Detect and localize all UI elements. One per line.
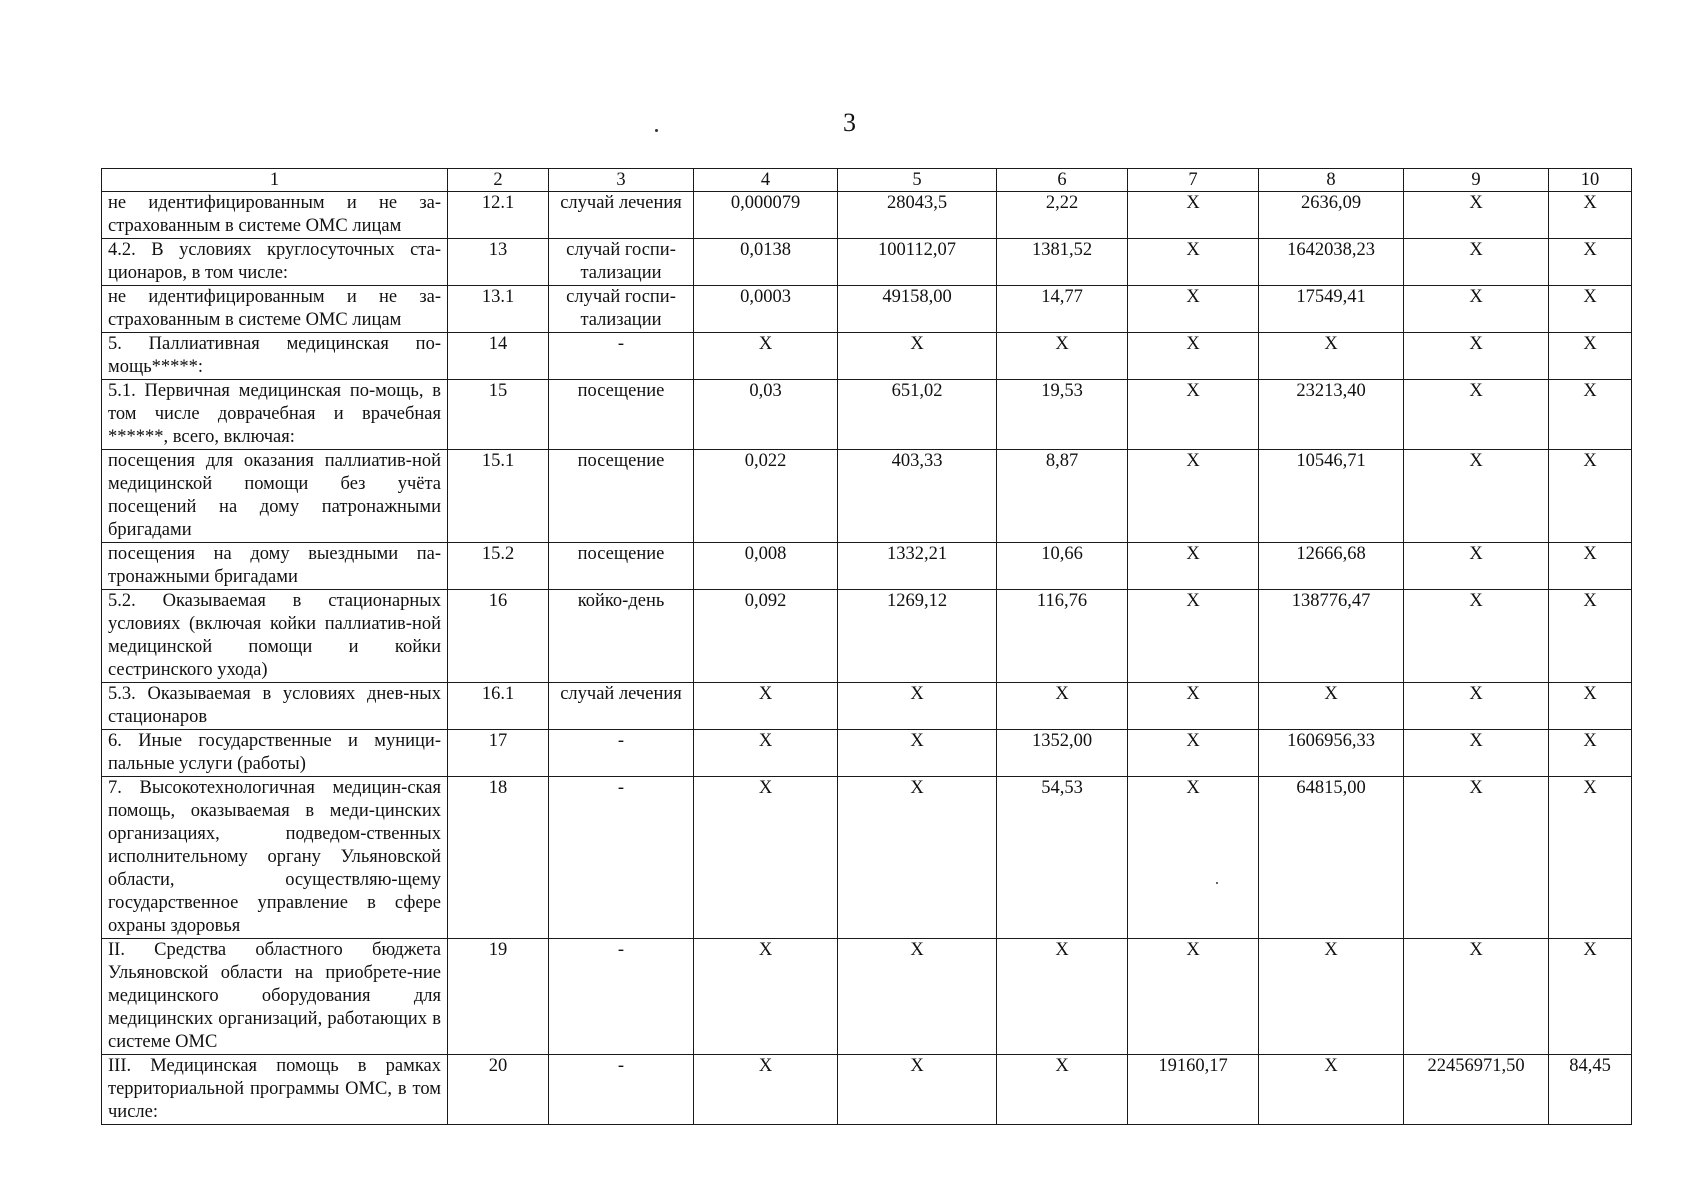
unit: случай госпи-тализации: [549, 286, 694, 333]
table-row: [102, 239, 1632, 286]
unit: -: [549, 333, 694, 380]
col-4-value: Х: [694, 777, 838, 939]
unit: случай госпи-тализации: [549, 239, 694, 286]
row-number: 12.1: [448, 192, 549, 239]
col-10-value: Х: [1549, 450, 1632, 543]
unit: случай лечения: [549, 683, 694, 730]
col-10-value: 84,45: [1549, 1055, 1632, 1125]
col-10-value: Х: [1549, 939, 1632, 1055]
unit: случай лечения: [549, 192, 694, 239]
col-6-value: Х: [997, 333, 1128, 380]
column-header-3: 3: [549, 169, 694, 192]
col-5-value: 651,02: [838, 380, 997, 450]
col-6-value: Х: [997, 1055, 1128, 1125]
col-9-value: Х: [1404, 777, 1549, 939]
col-9-value: Х: [1404, 590, 1549, 683]
row-name: 6. Иные государственные и муници-пальные услуги (работы): [102, 730, 448, 777]
col-7-value: Х: [1128, 450, 1259, 543]
unit: -: [549, 777, 694, 939]
col-4-value: 0,0003: [694, 286, 838, 333]
table-row: [102, 333, 1632, 380]
col-6-value: 10,66: [997, 543, 1128, 590]
col-9-value: Х: [1404, 192, 1549, 239]
col-8-value: 64815,00: [1259, 777, 1404, 939]
col-9-value: Х: [1404, 450, 1549, 543]
col-9-value: Х: [1404, 683, 1549, 730]
col-5-value: Х: [838, 777, 997, 939]
col-7-value: Х: [1128, 286, 1259, 333]
col-10-value: Х: [1549, 683, 1632, 730]
table-row: [102, 683, 1632, 730]
stray-dot: [655, 129, 658, 132]
row-number: 20: [448, 1055, 549, 1125]
column-header-5: 5: [838, 169, 997, 192]
table-header-row: [102, 169, 1632, 192]
row-number: 16: [448, 590, 549, 683]
col-8-value: 2636,09: [1259, 192, 1404, 239]
row-name: II. Средства областного бюджета Ульяновской области на приобрете-ние медицинского оборудования для медицинских организаций, работающих в системе ОМС: [102, 939, 448, 1055]
col-7-value: 19160,17: [1128, 1055, 1259, 1125]
row-number: 13: [448, 239, 549, 286]
table-row: [102, 777, 1632, 939]
col-4-value: 0,022: [694, 450, 838, 543]
row-number: 19: [448, 939, 549, 1055]
col-5-value: 1332,21: [838, 543, 997, 590]
col-4-value: Х: [694, 333, 838, 380]
col-9-value: Х: [1404, 286, 1549, 333]
row-number: 14: [448, 333, 549, 380]
table-row: [102, 1055, 1632, 1125]
row-name: III. Медицинская помощь в рамках территориальной программы ОМС, в том числе:: [102, 1055, 448, 1125]
data-table: [101, 168, 1632, 1125]
col-7-value: Х: [1128, 939, 1259, 1055]
col-10-value: Х: [1549, 730, 1632, 777]
col-4-value: 0,000079: [694, 192, 838, 239]
col-8-value: 23213,40: [1259, 380, 1404, 450]
table-row: [102, 286, 1632, 333]
col-7-value: Х: [1128, 333, 1259, 380]
col-9-value: Х: [1404, 730, 1549, 777]
column-header-9: 9: [1404, 169, 1549, 192]
row-name: 4.2. В условиях круглосуточных ста-ционаров, в том числе:: [102, 239, 448, 286]
col-4-value: 0,008: [694, 543, 838, 590]
row-name: 5.3. Оказываемая в условиях днев-ных стационаров: [102, 683, 448, 730]
col-4-value: 0,092: [694, 590, 838, 683]
table-row: [102, 380, 1632, 450]
col-7-value: Х: [1128, 239, 1259, 286]
row-name: 5.2. Оказываемая в стационарных условиях (включая койки паллиатив-ной медицинской помощи и койки сестринского ухода): [102, 590, 448, 683]
column-header-6: 6: [997, 169, 1128, 192]
col-7-value: Х: [1128, 590, 1259, 683]
column-header-4: 4: [694, 169, 838, 192]
col-8-value: 1606956,33: [1259, 730, 1404, 777]
page-number: 3: [843, 108, 856, 137]
col-8-value: Х: [1259, 683, 1404, 730]
col-7-value: Х: [1128, 192, 1259, 239]
table-row: [102, 192, 1632, 239]
col-10-value: Х: [1549, 239, 1632, 286]
col-6-value: 1352,00: [997, 730, 1128, 777]
col-9-value: Х: [1404, 239, 1549, 286]
table-row: [102, 450, 1632, 543]
col-7-value: Х: [1128, 543, 1259, 590]
column-header-10: 10: [1549, 169, 1632, 192]
col-10-value: Х: [1549, 380, 1632, 450]
col-5-value: Х: [838, 1055, 997, 1125]
col-6-value: Х: [997, 683, 1128, 730]
row-number: 17: [448, 730, 549, 777]
col-8-value: Х: [1259, 1055, 1404, 1125]
row-number: 13.1: [448, 286, 549, 333]
unit: койко-день: [549, 590, 694, 683]
col-9-value: Х: [1404, 333, 1549, 380]
col-5-value: 1269,12: [838, 590, 997, 683]
unit: посещение: [549, 380, 694, 450]
row-name: посещения для оказания паллиатив-ной медицинской помощи без учёта посещений на дому патронажными бригадами: [102, 450, 448, 543]
unit: -: [549, 939, 694, 1055]
column-header-2: 2: [448, 169, 549, 192]
col-4-value: Х: [694, 730, 838, 777]
col-6-value: 8,87: [997, 450, 1128, 543]
col-8-value: 1642038,23: [1259, 239, 1404, 286]
col-9-value: Х: [1404, 939, 1549, 1055]
col-4-value: Х: [694, 939, 838, 1055]
col-5-value: Х: [838, 730, 997, 777]
column-header-7: 7: [1128, 169, 1259, 192]
row-number: 15.2: [448, 543, 549, 590]
table-row: [102, 543, 1632, 590]
column-header-1: 1: [102, 169, 448, 192]
col-8-value: 17549,41: [1259, 286, 1404, 333]
col-4-value: Х: [694, 683, 838, 730]
col-6-value: 14,77: [997, 286, 1128, 333]
row-number: 15: [448, 380, 549, 450]
col-10-value: Х: [1549, 590, 1632, 683]
col-10-value: Х: [1549, 192, 1632, 239]
col-9-value: Х: [1404, 543, 1549, 590]
column-header-8: 8: [1259, 169, 1404, 192]
unit: посещение: [549, 450, 694, 543]
col-5-value: 49158,00: [838, 286, 997, 333]
col-6-value: 2,22: [997, 192, 1128, 239]
col-10-value: Х: [1549, 777, 1632, 939]
col-5-value: 403,33: [838, 450, 997, 543]
col-7-value: Х: [1128, 777, 1259, 939]
col-4-value: 0,0138: [694, 239, 838, 286]
row-name: не идентифицированным и не за-страхованным в системе ОМС лицам: [102, 286, 448, 333]
col-4-value: 0,03: [694, 380, 838, 450]
row-name: 5.1. Первичная медицинская по-мощь, в том числе доврачебная и врачебная ******, всего, включая:: [102, 380, 448, 450]
col-10-value: Х: [1549, 286, 1632, 333]
col-4-value: Х: [694, 1055, 838, 1125]
unit: -: [549, 1055, 694, 1125]
unit: -: [549, 730, 694, 777]
row-name: 5. Паллиативная медицинская по-мощь*****:: [102, 333, 448, 380]
col-5-value: Х: [838, 683, 997, 730]
col-6-value: 1381,52: [997, 239, 1128, 286]
table-row: [102, 939, 1632, 1055]
table-row: [102, 590, 1632, 683]
col-8-value: 138776,47: [1259, 590, 1404, 683]
col-6-value: Х: [997, 939, 1128, 1055]
unit: посещение: [549, 543, 694, 590]
col-5-value: Х: [838, 939, 997, 1055]
row-number: 16.1: [448, 683, 549, 730]
col-10-value: Х: [1549, 543, 1632, 590]
col-5-value: 28043,5: [838, 192, 997, 239]
col-5-value: 100112,07: [838, 239, 997, 286]
col-5-value: Х: [838, 333, 997, 380]
col-9-value: Х: [1404, 380, 1549, 450]
col-6-value: 19,53: [997, 380, 1128, 450]
col-7-value: Х: [1128, 380, 1259, 450]
table-row: [102, 730, 1632, 777]
row-number: 18: [448, 777, 549, 939]
col-10-value: Х: [1549, 333, 1632, 380]
row-name: 7. Высокотехнологичная медицин-ская помощь, оказываемая в меди-цинских организациях, подведом-ственных исполнительному органу Ульяновской области, осуществляю-щему государственное управление в сфере охраны здоровья: [102, 777, 448, 939]
row-name: не идентифицированным и не за-страхованным в системе ОМС лицам: [102, 192, 448, 239]
col-8-value: Х: [1259, 333, 1404, 380]
col-9-value: 22456971,50: [1404, 1055, 1549, 1125]
col-8-value: 12666,68: [1259, 543, 1404, 590]
col-7-value: Х: [1128, 730, 1259, 777]
col-8-value: Х: [1259, 939, 1404, 1055]
col-7-value: Х: [1128, 683, 1259, 730]
col-6-value: 116,76: [997, 590, 1128, 683]
row-number: 15.1: [448, 450, 549, 543]
row-name: посещения на дому выездными па-тронажными бригадами: [102, 543, 448, 590]
col-8-value: 10546,71: [1259, 450, 1404, 543]
col-6-value: 54,53: [997, 777, 1128, 939]
